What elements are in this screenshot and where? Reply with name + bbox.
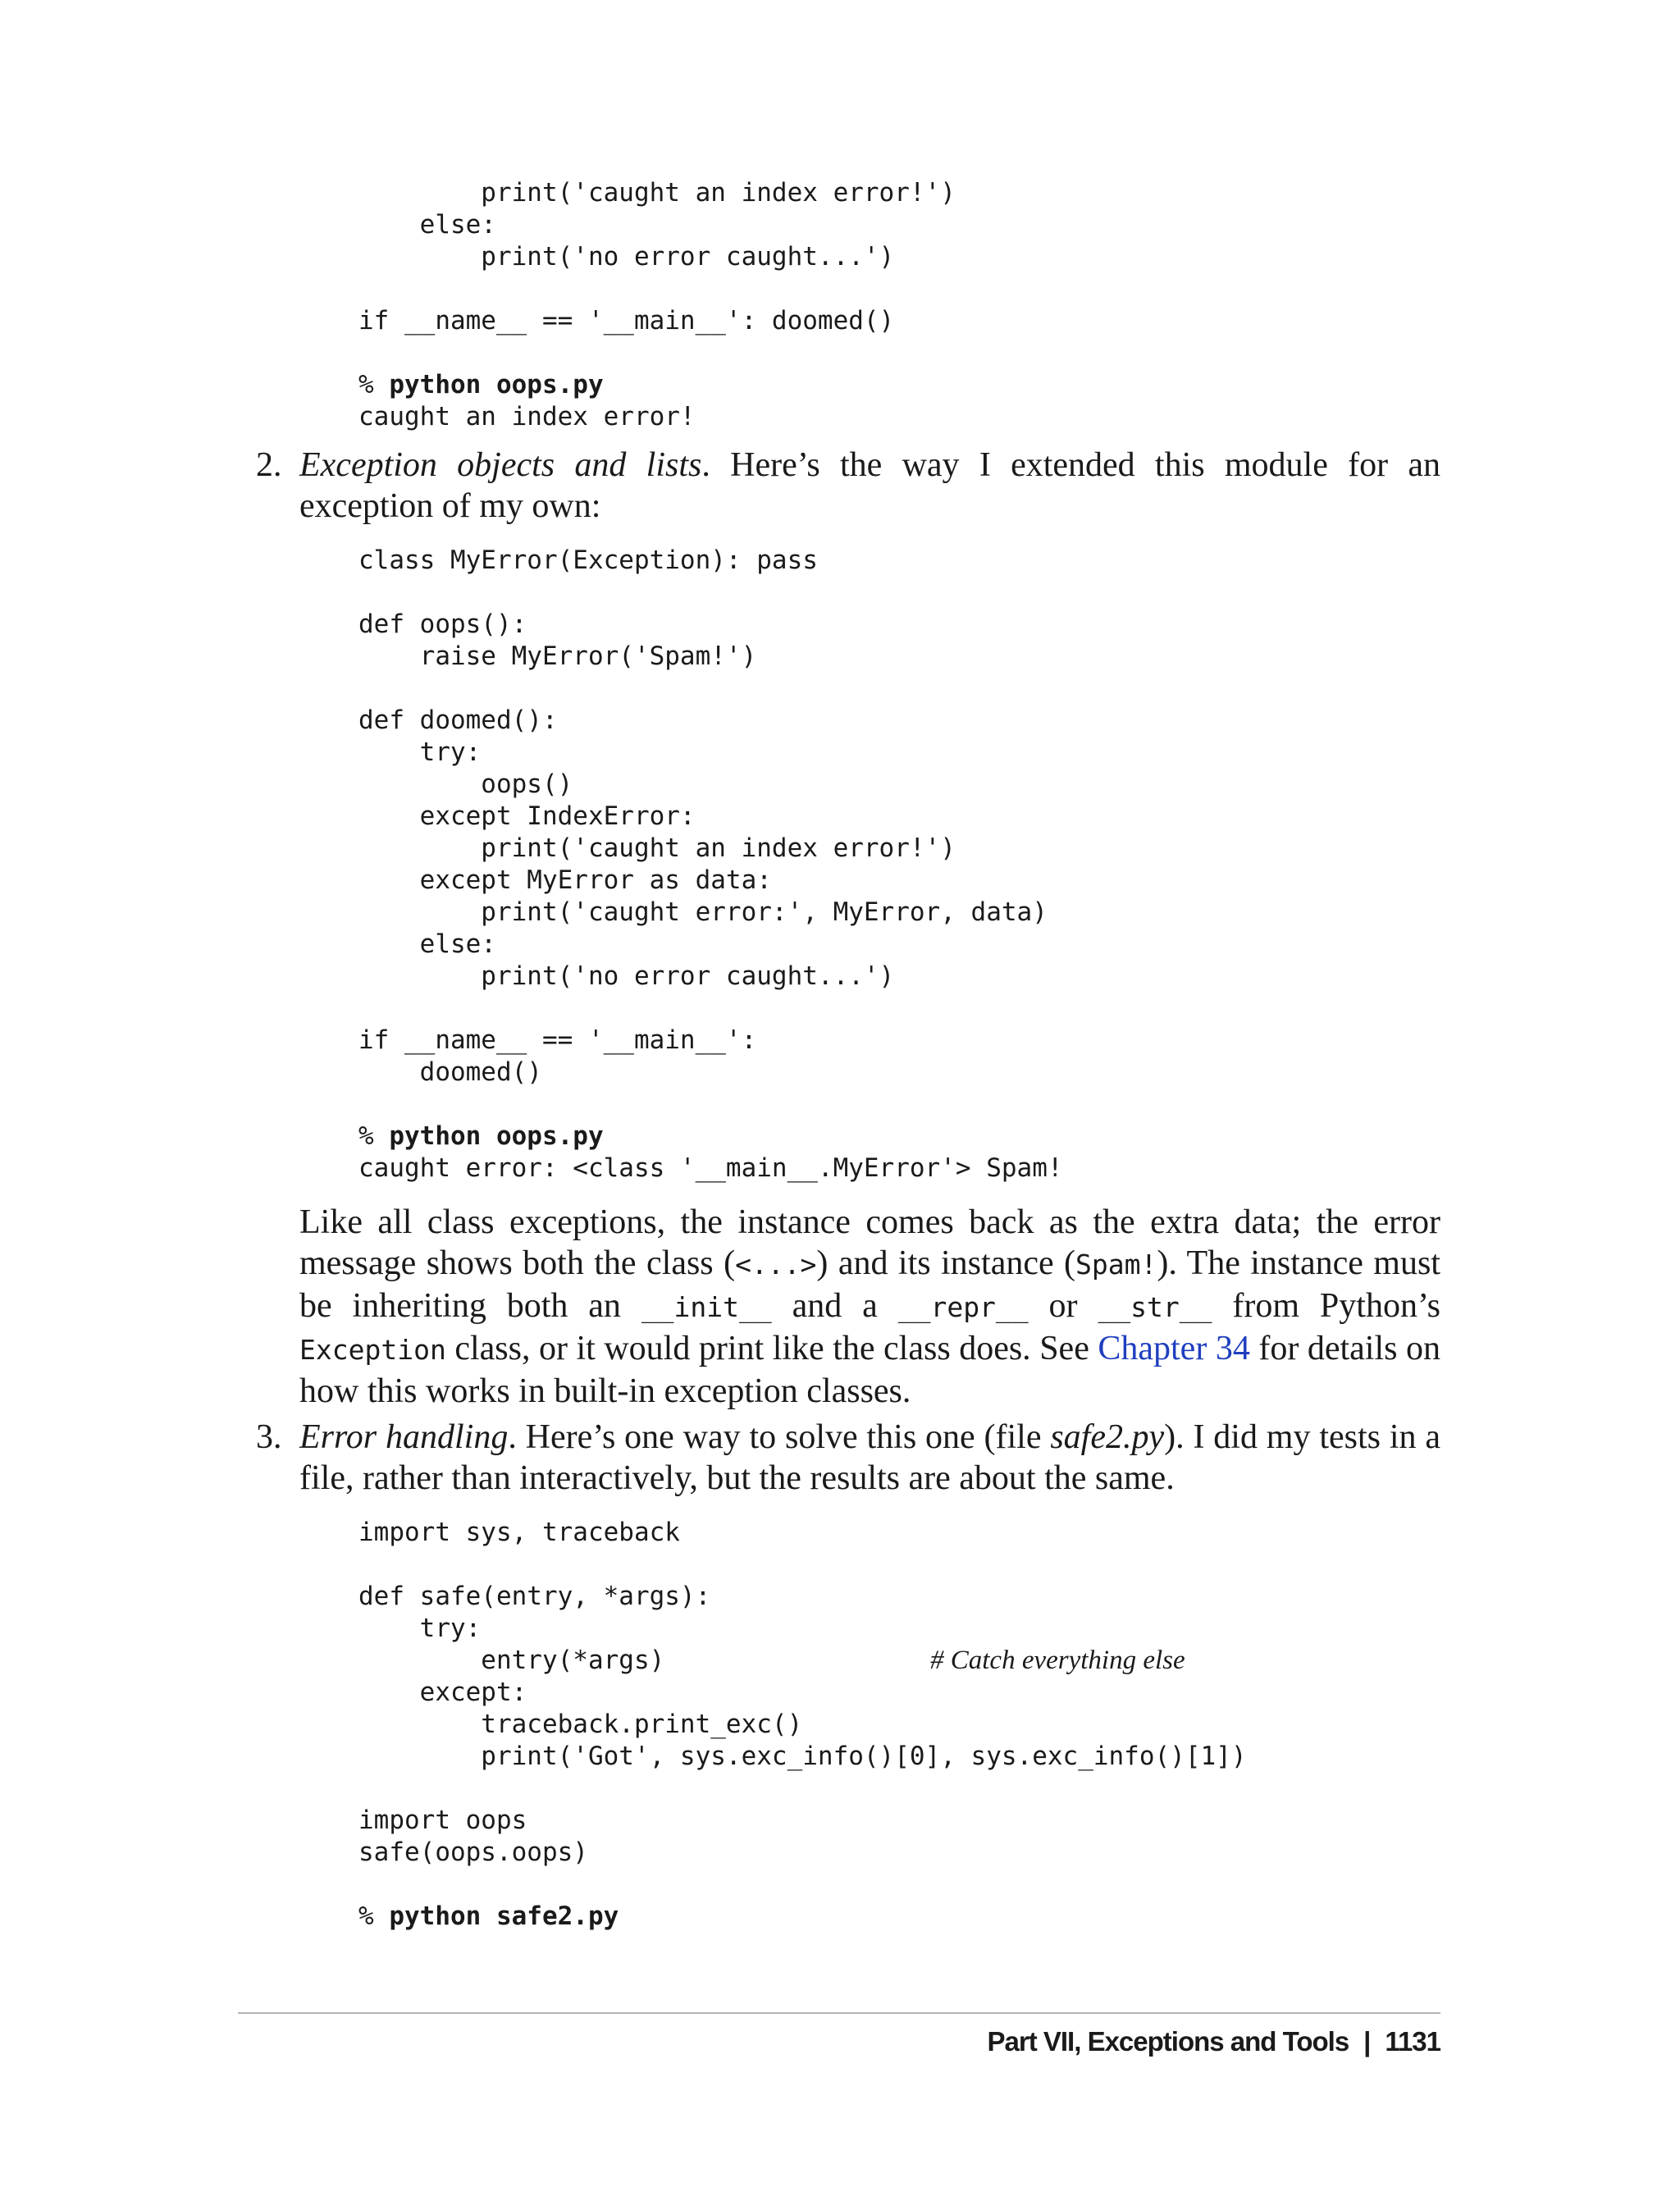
code-text: class MyError(Exception): pass [358,546,818,575]
code-text: import oops [358,1806,527,1835]
chapter-link[interactable]: Chapter 34 [1098,1330,1250,1367]
inline-code: __str__ [1098,1291,1212,1323]
code-text: try: [358,1614,482,1643]
code-text: try: [358,737,482,767]
code-line [358,641,1063,673]
footer-section: Part VII, Exceptions and Tools [987,2026,1349,2057]
explanation-paragraph: Like all class exceptions, the instance comes back as the extra data; the error message shows both the class (<...>) and its instance (Spam!). The instance must be inheriting both an __init__ and a __repr__ or __str__ from Python’s Exception class, or it would print like the class does. See Chapter 34 for details on how this works in built-in exception classes. [299,1203,1441,1410]
shell-prompt: % [358,1121,390,1151]
list-item-text: Exception objects and lists. Here’s the way I extended this module for an exception of my own: [299,446,1440,525]
code-line [358,577,1063,609]
code-line [358,1517,1247,1549]
code-line [358,209,956,241]
code-line [358,801,1063,833]
code-text: else: [358,210,496,240]
page-footer [988,2026,1440,2057]
code-line [358,1057,1063,1089]
code-line [358,1581,1247,1613]
inline-code: <...> [735,1249,817,1281]
code-line [358,369,956,401]
code-block-2 [358,545,1063,1185]
code-line [358,993,1063,1025]
code-line [358,897,1063,929]
code-text: def doomed(): [358,705,558,735]
code-text: print('caught error:', MyError, data) [358,897,1048,927]
page-number: 1131 [1385,2026,1440,2057]
code-comment: # Catch everything else [930,1646,1185,1675]
code-text: doomed() [358,1057,542,1087]
item-title: Error handling [299,1418,509,1456]
list-number: 2. [256,446,282,484]
code-text: except: [358,1678,527,1707]
code-text: print('no error caught...') [358,961,895,991]
code-line [358,929,1063,961]
code-line [358,673,1063,705]
inline-code: __repr__ [897,1291,1029,1323]
code-line [358,1549,1247,1581]
code-line [358,1709,1247,1741]
code-line [358,769,1063,801]
code-line [358,1613,1247,1645]
file-name: safe2.py [1050,1418,1165,1456]
code-text: print('caught an index error!') [358,178,956,208]
code-line [358,545,1063,577]
code-text: else: [358,929,496,959]
inline-code: Exception [299,1334,446,1366]
shell-prompt: % [358,1901,390,1931]
code-text: if __name__ == '__main__': [358,1025,757,1055]
item-title: Exception objects and lists [299,446,702,484]
code-block-3 [358,1517,1247,1933]
code-line [358,1741,1247,1773]
code-line [358,961,1063,993]
code-text: except IndexError: [358,801,696,831]
code-line [358,1901,1247,1933]
code-text: except MyError as data: [358,865,772,895]
code-text: print('caught an index error!') [358,833,956,863]
code-line [358,1025,1063,1057]
code-line [358,241,956,273]
code-line [358,833,1063,865]
code-text: entry(*args) [358,1646,665,1675]
code-line [358,337,956,369]
inline-code: Spam! [1075,1249,1157,1281]
code-line [358,609,1063,641]
code-text: traceback.print_exc() [358,1710,803,1739]
shell-command: python safe2.py [389,1901,619,1931]
code-line [358,1153,1063,1185]
code-text: raise MyError('Spam!') [358,641,757,671]
code-text: import sys, traceback [358,1518,680,1547]
inline-code: __init__ [641,1291,772,1323]
code-line [358,273,956,305]
code-line [358,1677,1247,1709]
code-line [358,305,956,337]
code-text: caught an index error! [358,402,696,431]
code-text: safe(oops.oops) [358,1838,588,1867]
code-line [358,401,956,433]
code-line [358,177,956,209]
code-text: if __name__ == '__main__': doomed() [358,306,895,336]
shell-command: python oops.py [389,370,604,399]
code-block-1 [358,177,956,433]
code-line [358,1773,1247,1805]
list-number: 3. [256,1418,282,1456]
footer-rule [238,2012,1440,2014]
code-line [358,1805,1247,1837]
shell-prompt: % [358,370,390,399]
list-item-3 [256,1417,1440,1499]
code-line [358,705,1063,737]
code-line [358,1121,1063,1153]
code-text: def safe(entry, *args): [358,1582,711,1611]
shell-command: python oops.py [389,1121,604,1151]
code-text: def oops(): [358,609,527,639]
code-line [358,737,1063,769]
list-item-2 [256,445,1440,527]
code-line [358,1837,1247,1869]
code-text: print('no error caught...') [358,242,895,272]
code-text: oops() [358,769,573,799]
code-text: print('Got', sys.exc_info()[0], sys.exc_info()[1]) [358,1742,1247,1771]
code-line [358,1869,1247,1901]
list-item-text: Error handling. Here’s one way to solve this one (file safe2.py). I did my tests in a file, rather than interactively, but the results are about the same. [299,1418,1440,1497]
code-text: caught error: <class '__main__.MyError'> Spam! [358,1153,1063,1183]
code-line [358,1089,1063,1121]
footer-separator: | [1363,2026,1371,2057]
code-line [358,1645,1247,1677]
code-line [358,865,1063,897]
